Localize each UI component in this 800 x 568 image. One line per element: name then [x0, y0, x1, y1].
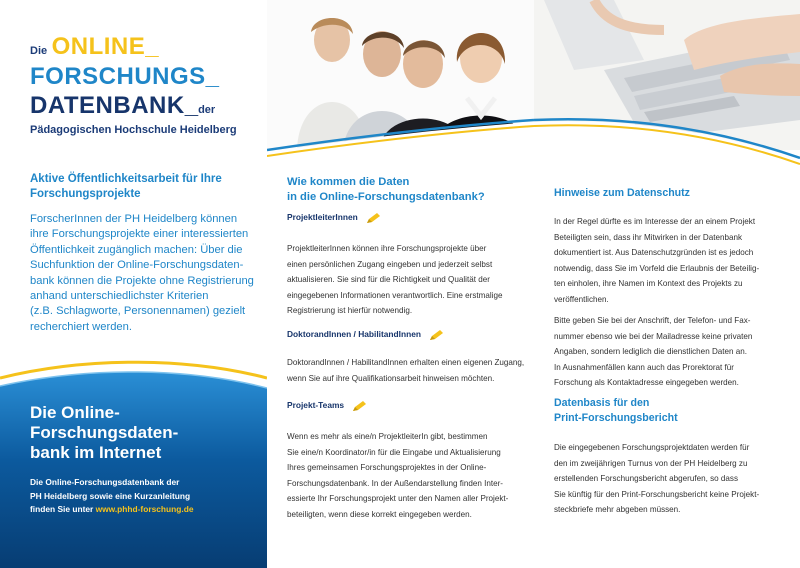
- print-paragraph: [554, 440, 794, 518]
- print-heading: [554, 396, 678, 426]
- section-text-projektleiter: [287, 241, 527, 319]
- privacy-paragraph-1: [554, 214, 794, 308]
- section-label-doktoranden: [287, 329, 445, 341]
- blue-paragraph-line: PH Heidelberg sowie eine Kurzanleitung: [30, 490, 191, 501]
- para-line: Forschungsdatenbank. In der Außendarstellung finden Inter-: [287, 478, 503, 488]
- panel1-body-line: bank können die Projekte ohne Registrierung: [30, 274, 254, 287]
- para-line: Beteiligten sein, dass ihr Mitwirken in der Datenbank: [554, 232, 743, 242]
- para-line: Sie künftig für den Print-Forschungsbericht keine Projekt-: [554, 489, 760, 499]
- section-label-text: DoktorandInnen / HabilitandInnen: [287, 329, 421, 340]
- title-forschungs: FORSCHUNGS: [30, 63, 206, 90]
- title-online: ONLINE: [51, 33, 146, 60]
- blue-paragraph: [30, 476, 260, 517]
- para-line: DoktorandInnen / HabilitandInnen erhalten einen eigenen Zugang,: [287, 358, 525, 367]
- panel2-heading-line: in die Online-Forschungsdatenbank?: [287, 191, 485, 203]
- left-panel: [0, 0, 267, 568]
- title-underscore-2: _: [205, 63, 220, 90]
- panel1-heading-line: Aktive Öffentlichkeitsarbeit für Ihre: [30, 173, 222, 185]
- para-line: Angaben, sondern lediglich die dienstlichen Daten an.: [554, 347, 748, 357]
- para-line: essierte Ihr Forschungsprojekt unter den Namen aller Projekt-: [287, 494, 509, 504]
- para-line: ProjektleiterInnen können ihre Forschungsprojekte über: [287, 244, 487, 253]
- section-label-text: Projekt-Teams: [287, 400, 345, 411]
- blue-box-text: [30, 403, 260, 517]
- panel1-body-line: Suchfunktion der Online-Forschungsdaten-: [30, 259, 244, 272]
- section-label-projektleiter: [287, 212, 382, 224]
- middle-panel: [267, 0, 534, 568]
- panel2-heading-line: Wie kommen die Daten: [287, 176, 410, 188]
- para-line: dokumentiert ist. Aus Datenschutzgründen ist es jedoch: [554, 248, 754, 258]
- title-datenbank: DATENBANK: [30, 92, 185, 119]
- para-line: beteiligten, wenn diese korrekt eingegeben werden.: [287, 509, 472, 519]
- website-link[interactable]: www.phhd-forschung.de: [95, 504, 194, 514]
- top-wave-graphic: [267, 0, 534, 175]
- right-panel: [534, 0, 800, 568]
- section-label-projekt-teams: [287, 400, 368, 412]
- para-line: den im zweijährigen Turnus von der PH Heidelberg zu: [554, 458, 748, 468]
- panel1-body-line: ForscherInnen der PH Heidelberg können: [30, 213, 238, 225]
- para-line: Bitte geben Sie bei der Anschrift, der Telefon- und Fax-: [554, 316, 751, 325]
- blue-paragraph-line: finden Sie unter: [30, 504, 96, 514]
- title-underscore-1: _: [145, 33, 159, 60]
- para-line: eingegebenen Informationen verantwortlich. Eine erstmalige: [287, 290, 503, 300]
- section-text-doktoranden: [287, 355, 527, 386]
- pencil-icon: [352, 400, 368, 412]
- panel1-body-line: anhand unterschiedlichster Kriterien: [30, 290, 209, 303]
- para-line: In Ausnahmenfällen kann auch das Prorektorat für: [554, 362, 734, 372]
- para-line: aktualisieren. Sie sind für die Richtigkeit und Qualität der: [287, 275, 490, 285]
- panel1-body-line: ihre Forschungsprojekte einer interessierten: [30, 228, 249, 241]
- para-line: Forschung als Kontaktadresse eingegeben werden.: [554, 378, 739, 388]
- para-line: erstellenden Forschungsbericht abgerufen, so dass: [554, 474, 739, 484]
- panel1-body-line: recherchiert werden.: [30, 320, 132, 333]
- para-line: steckbriefe mehr abgeben müssen.: [554, 505, 681, 515]
- panel1-body-line: Öffentlichkeit zugänglich machen: Über die: [30, 243, 243, 256]
- print-heading-line: Datenbasis für den: [554, 397, 650, 409]
- top-wave-graphic-right: [534, 0, 800, 175]
- title-suffix: der: [198, 104, 216, 116]
- panel2-heading: [287, 175, 485, 205]
- print-heading-line: Print-Forschungsbericht: [554, 412, 678, 424]
- pencil-icon: [429, 329, 445, 341]
- blue-heading-line: bank im Internet: [30, 443, 162, 462]
- privacy-heading: Hinweise zum Datenschutz: [554, 187, 690, 199]
- para-line: Die eingegebenen Forschungsprojektdaten werden für: [554, 443, 750, 452]
- para-line: veröffentlichen.: [554, 294, 609, 304]
- para-line: ten einholen, ihre Namen im Kontext des Projekts zu: [554, 279, 743, 289]
- para-line: einen persönlichen Zugang eingeben und jederzeit selbst: [287, 259, 493, 269]
- privacy-paragraph-2: [554, 313, 794, 391]
- pencil-icon: [366, 212, 382, 224]
- blue-heading-line: Forschungsdaten-: [30, 423, 179, 442]
- para-line: Wenn es mehr als eine/n ProjektleiterIn gibt, bestimmen: [287, 432, 488, 441]
- panel1-heading-line: Forschungsprojekte: [30, 188, 141, 200]
- title-prefix: Die: [30, 45, 48, 57]
- para-line: wenn Sie auf ihre Qualifikationsarbeit hinweisen möchten.: [287, 373, 495, 383]
- para-line: Ihres gemeinsamen Forschungsprojektes in der Online-: [287, 463, 487, 473]
- para-line: In der Regel dürfte es im Interesse der an einem Projekt: [554, 217, 756, 226]
- para-line: nummer ebenso wie bei der Mailadresse keine privaten: [554, 331, 753, 341]
- section-label-text: ProjektleiterInnen: [287, 212, 358, 223]
- para-line: notwendig, dass Sie im Vorfeld die Erlaubnis der Beteilig-: [554, 263, 760, 273]
- section-text-projekt-teams: [287, 429, 527, 523]
- title-underscore-3: _: [184, 92, 199, 119]
- blue-heading-line: Die Online-: [30, 403, 120, 422]
- subtitle: Pädagogischen Hochschule Heidelberg: [30, 124, 237, 136]
- para-line: Sie eine/n Koordinator/in für die Eingabe und Aktualisierung: [287, 447, 501, 457]
- para-line: Registrierung ist hierfür notwendig.: [287, 306, 413, 316]
- panel1-body-line: (z.B. Schlagworte, Personennamen) gezielt: [30, 305, 246, 318]
- blue-paragraph-line: Die Online-Forschungsdatenbank der: [30, 477, 180, 487]
